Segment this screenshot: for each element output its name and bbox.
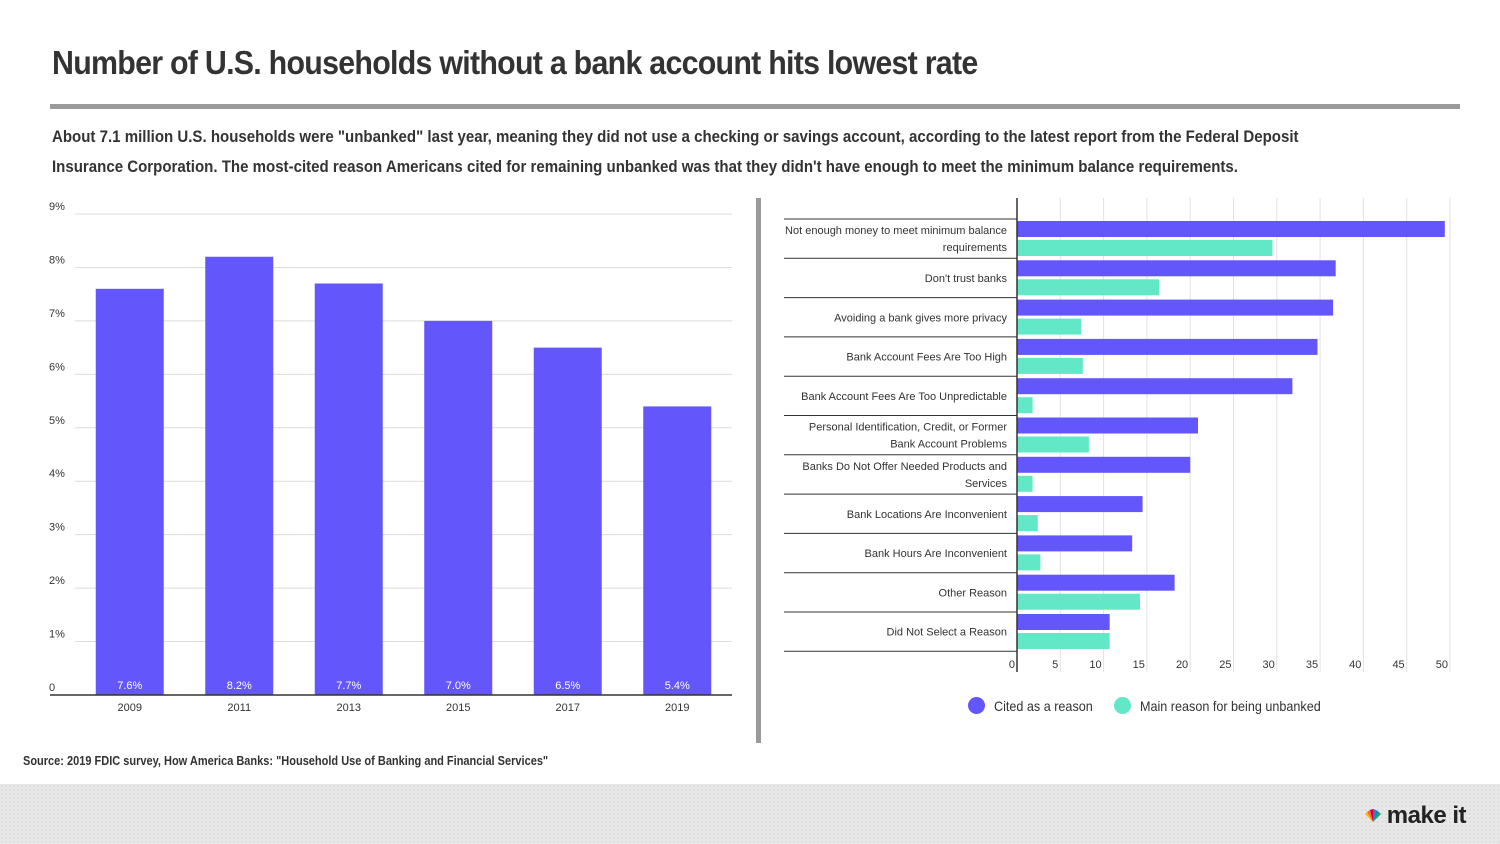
bar-cited xyxy=(1017,221,1445,237)
legend-label-main: Main reason for being unbanked xyxy=(1139,697,1321,714)
bar-cited xyxy=(1017,535,1132,551)
data-label: 7.6% xyxy=(117,680,143,692)
legend-swatch-cited xyxy=(968,697,985,714)
y-tick-label: 6% xyxy=(49,361,65,374)
bar-cited xyxy=(1017,457,1190,473)
y-tick-label: 5% xyxy=(49,414,65,427)
bar-main-reason xyxy=(1017,515,1038,531)
x-tick-label: 45 xyxy=(1392,659,1405,671)
legend-swatch-main xyxy=(1114,697,1131,714)
bar-main-reason xyxy=(1017,319,1081,335)
bar-main-reason xyxy=(1017,476,1033,492)
y-tick-label: 1% xyxy=(49,628,65,641)
bar-cited xyxy=(1017,496,1143,512)
category-label: Don't trust banks xyxy=(924,272,1007,285)
x-tick-label: 40 xyxy=(1349,659,1362,671)
data-label: 7.7% xyxy=(336,680,362,692)
bar-cited xyxy=(1017,339,1318,355)
category-label: Banks Do Not Offer Needed Products and Services xyxy=(802,460,1007,490)
logo-text: make it xyxy=(1386,802,1466,829)
x-tick-label: 0 xyxy=(1008,659,1015,671)
legend-item-cited xyxy=(968,697,1104,714)
bar-cited xyxy=(1017,614,1110,630)
legend xyxy=(968,697,1351,714)
data-label: 5.4% xyxy=(664,680,690,692)
x-tick-label: 15 xyxy=(1132,659,1145,671)
x-tick-label: 20 xyxy=(1175,659,1189,671)
category-label: Bank Account Fees Are Too Unpredictable xyxy=(801,390,1007,403)
x-tick-label: 35 xyxy=(1305,659,1319,671)
bar-main-reason xyxy=(1017,279,1159,295)
x-tick-label: 30 xyxy=(1262,659,1275,671)
x-tick-label: 25 xyxy=(1219,659,1232,671)
category-label: Did Not Select a Reason xyxy=(886,626,1007,639)
x-tick-label: 2015 xyxy=(446,702,471,714)
footer-bar xyxy=(0,784,1500,844)
y-tick-label: 7% xyxy=(49,307,65,320)
source-note: Source: 2019 FDIC survey, How America Banks: "Household Use of Banking and Financial Services" xyxy=(23,754,549,768)
category-label: Other Reason xyxy=(938,587,1007,600)
bar-main-reason xyxy=(1017,240,1272,256)
bar-main-reason xyxy=(1017,594,1140,610)
category-label: Not enough money to meet minimum balance requirements xyxy=(785,225,1007,255)
x-tick-label: 50 xyxy=(1435,659,1448,671)
peacock-icon xyxy=(1363,809,1383,823)
bar-cited xyxy=(1017,378,1292,394)
bar-cited xyxy=(1017,300,1333,316)
x-tick-label: 2017 xyxy=(555,702,580,714)
y-tick-label: 8% xyxy=(49,254,65,267)
data-label: 6.5% xyxy=(555,680,581,692)
x-tick-label: 2013 xyxy=(336,702,361,714)
bar-main-reason xyxy=(1017,437,1089,453)
bar-cited xyxy=(1017,575,1175,591)
x-tick-label: 5 xyxy=(1052,659,1059,671)
y-tick-label: 9% xyxy=(49,201,65,213)
x-tick-label: 2009 xyxy=(117,702,142,714)
y-tick-label: 4% xyxy=(49,468,65,481)
bar-main-reason xyxy=(1017,633,1110,649)
legend-item-main xyxy=(1114,697,1341,714)
category-label: Avoiding a bank gives more privacy xyxy=(834,312,1007,325)
bar-cited xyxy=(1017,418,1198,434)
y-tick-label: 3% xyxy=(49,521,65,534)
category-label: Personal Identification, Credit, or Former Bank Account Problems xyxy=(808,421,1007,451)
category-label: Bank Account Fees Are Too High xyxy=(846,351,1007,364)
y-tick-label: 0 xyxy=(49,682,56,694)
bar-main-reason xyxy=(1017,397,1033,413)
chart-title: Number of U.S. households without a bank account hits lowest rate xyxy=(52,44,978,81)
x-tick-label: 2011 xyxy=(227,702,252,714)
bar-main-reason xyxy=(1017,554,1040,570)
data-label: 7.0% xyxy=(445,680,471,692)
make-it-logo xyxy=(1363,802,1466,830)
x-tick-label: 2019 xyxy=(665,702,690,714)
y-tick-label: 2% xyxy=(49,575,65,588)
bar-cited xyxy=(1017,260,1336,276)
category-label: Bank Locations Are Inconvenient xyxy=(846,508,1007,521)
category-label: Bank Hours Are Inconvenient xyxy=(864,548,1007,561)
legend-label-cited: Cited as a reason xyxy=(994,697,1093,714)
data-label: 8.2% xyxy=(226,680,252,692)
chart-subtitle: About 7.1 million U.S. households were "unbanked" last year, meaning they did not use a checking or savings account, according to the latest report from the Federal Deposit Insurance Corporation. The most-cited reason Americans cited for remaining unbanked was that they didn't have enough to meet the minimum balance requirements. xyxy=(52,127,1299,176)
x-tick-label: 10 xyxy=(1089,659,1102,671)
bar-main-reason xyxy=(1017,358,1083,374)
